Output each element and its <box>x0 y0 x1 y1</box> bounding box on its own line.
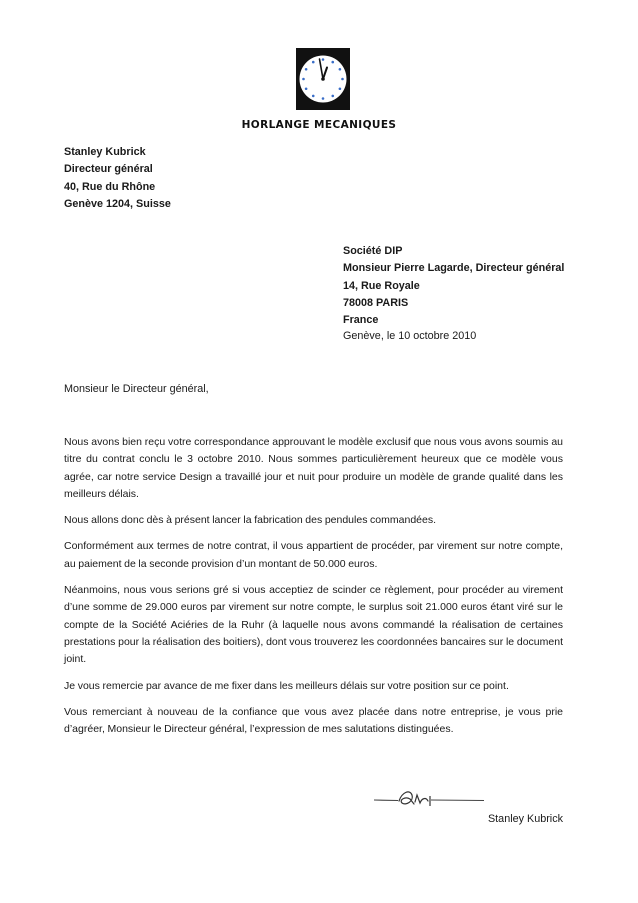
clock-hour-dot <box>312 95 315 98</box>
clock-hour-dot <box>339 87 342 90</box>
clock-icon <box>296 48 350 110</box>
body-paragraph: Nous avons bien reçu votre correspondance approuvant le modèle exclusif que nous vous avons soumis au titre du contrat conclu le 3 octobre 2010. Nous sommes particulièrement heureux que ce modèle vous agrée, car notre service Design a travaillé jour et nuit pour produire un modèle de grande qualité dans les meilleurs délais. <box>64 436 563 500</box>
clock-hour-dot <box>339 68 342 71</box>
signature-icon <box>372 782 486 812</box>
recipient-city: 78008 PARIS <box>343 296 409 309</box>
recipient-company: Société DIP <box>343 245 403 257</box>
sender-city: Genève 1204, Suisse <box>64 197 171 210</box>
clock-hour-dot <box>331 61 334 64</box>
sender-address <box>64 144 171 213</box>
body-paragraph: Je vous remercie par avance de me fixer dans les meilleurs délais sur votre position sur ce point. <box>64 679 509 692</box>
clock-hour-dot <box>322 58 325 61</box>
salutation: Monsieur le Directeur général, <box>64 383 209 395</box>
date-line: Genève, le 10 octobre 2010 <box>343 330 477 342</box>
sender-name: Stanley Kubrick <box>64 146 146 158</box>
body-paragraph: Néanmoins, nous vous serions gré si vous acceptiez de scinder ce règlement, pour procéder au virement d’une somme de 29.000 euros par virement sur notre compte, le surplus soit 21.000 euros étant viré sur le compte de la Société Aciéries de la Ruhr (à laquelle nous avons commandé la réalisation de certaines prestations pour la réalisation des boitiers), dont vous trouverez les coordonnées bancaires sur le document joint. <box>64 584 563 666</box>
signer-name: Stanley Kubrick <box>487 813 563 825</box>
clock-hour-dot <box>331 95 334 98</box>
clock-center-pin <box>321 77 325 81</box>
clock-hour-dot <box>305 87 308 90</box>
company-name: HORLANGE MECANIQUES <box>241 119 397 131</box>
letter-body <box>64 434 563 747</box>
body-paragraph: Nous allons donc dès à présent lancer la fabrication des pendules commandées. <box>64 514 437 527</box>
clock-hour-dot <box>312 61 315 64</box>
company-logo <box>296 48 350 110</box>
recipient-street: 14, Rue Royale <box>343 279 420 292</box>
body-paragraph: Conformément aux termes de notre contrat, il vous appartient de procéder, par virement sur notre compte, au paiement de la seconde provision d’un montant de 50.000 euros. <box>64 540 563 570</box>
clock-hour-dot <box>305 68 308 71</box>
clock-hour-dot <box>341 78 344 81</box>
clock-hour-dot <box>302 78 305 81</box>
recipient-address <box>343 243 564 329</box>
body-paragraph: Vous remerciant à nouveau de la confiance que vous avez placée dans notre entreprise, je vous prie d’agréer, Monsieur le Directeur général, l’expression de mes salutations distinguées. <box>64 705 563 736</box>
recipient-contact: Monsieur Pierre Lagarde, Directeur général <box>343 262 565 275</box>
sender-title: Directeur général <box>64 163 153 176</box>
recipient-country: France <box>343 314 379 327</box>
clock-hour-dot <box>322 97 325 100</box>
handwritten-signature <box>372 782 486 812</box>
sender-street: 40, Rue du Rhône <box>64 180 156 193</box>
